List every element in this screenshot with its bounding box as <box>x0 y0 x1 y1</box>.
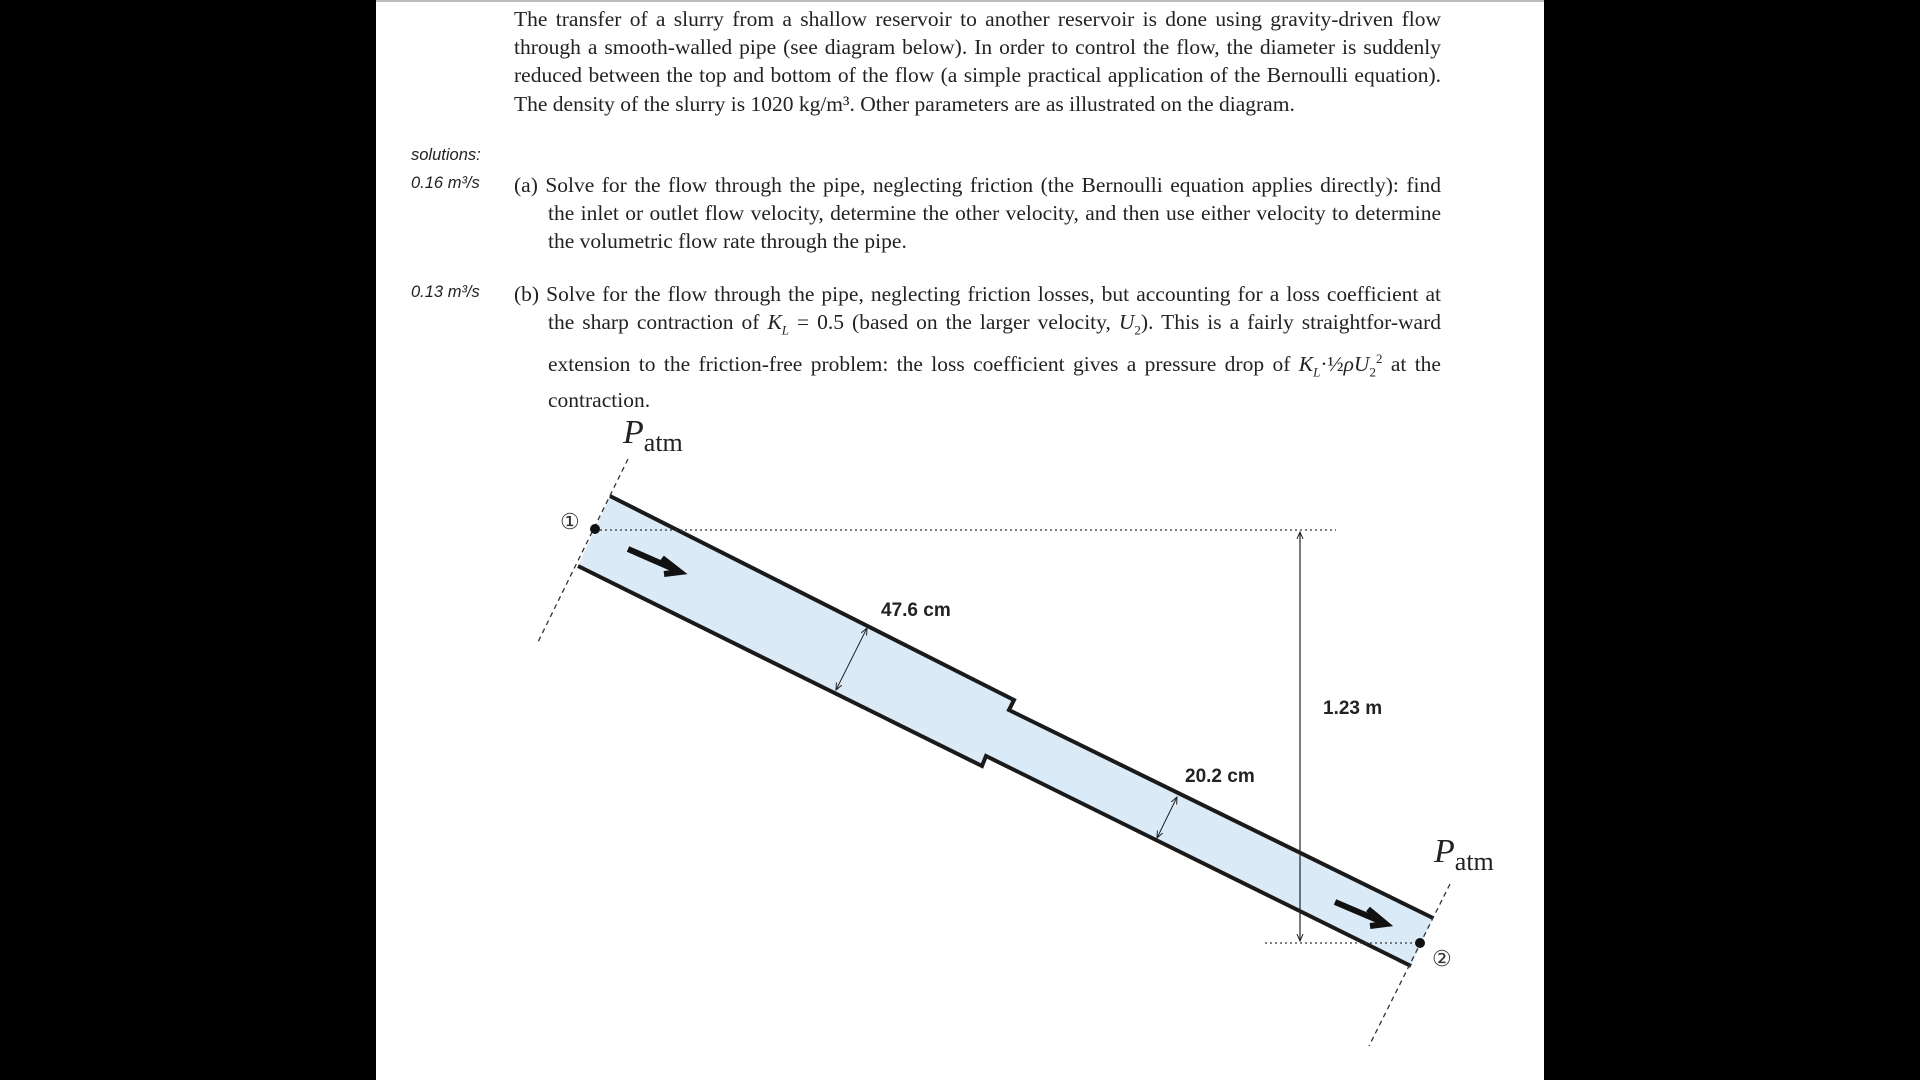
point-1-dot <box>590 524 600 534</box>
part-b-seg: at the contraction. <box>548 351 1441 413</box>
solutions-label: solutions: <box>411 146 481 164</box>
patm-top-label: $P_{atm}$ <box>623 414 683 457</box>
part-a-text: (a) Solve for the flow through the pipe, neglecting friction (the Bernoulli equation applies directly): find the inlet or outlet flow velocity, determine the other velocity, and then use either velocity to determine the volumetric flow rate through the pipe. <box>514 173 1441 254</box>
patm-bottom-label: $P_{atm}$ <box>1434 833 1494 876</box>
part-b-text: (b) Solve for the flow through the pipe, neglecting friction losses, but accounting for a loss coefficient at the sharp contraction of $K_L = 0.5$ (based on the larger velocity, $U_2$). This is a fairly straightfor-ward extension to the friction-free problem: the loss coefficient gives a pressure drop of $K_L\cdot\frac{1}{2}\rho U_2^2$ at the contraction. <box>514 282 1441 413</box>
height-label: 1.23 m <box>1323 698 1383 719</box>
small-diameter-label: 20.2 cm <box>1185 766 1255 787</box>
part-b-seg: ). This is a fairly straightfor-ward extension to the friction-free problem: the loss coefficient gives a pressure drop of <box>548 310 1441 376</box>
solution-a: 0.16 m³/s <box>411 174 480 192</box>
part-b-seg: (b) Solve for the flow through the pipe, neglecting friction losses, but accounting for a loss coefficient at the sharp contraction of <box>514 282 1441 335</box>
point-2-label: ② <box>1432 946 1452 971</box>
pipe-lower-wall <box>578 566 1411 966</box>
large-diameter-label: 47.6 cm <box>881 600 951 621</box>
problem-intro: The transfer of a slurry from a shallow reservoir to another reservoir is done using gravity-driven flow through a smooth-walled pipe (see diagram below). In order to control the flow, the diameter is suddenly reduced between the top and bottom of the flow (a simple practical application of the Bernoulli equation). The density of the slurry is 1020 kg/m³. Other parameters are as illustrated on the diagram. <box>514 7 1441 116</box>
point-2-dot <box>1415 938 1425 948</box>
pipe-fluid <box>578 496 1433 966</box>
solution-b: 0.13 m³/s <box>411 283 480 301</box>
pipe-upper-wall <box>610 496 1433 918</box>
part-b-seg: = 0.5 (based on the larger velocity, <box>789 310 1119 335</box>
point-1-label: ① <box>560 509 580 534</box>
